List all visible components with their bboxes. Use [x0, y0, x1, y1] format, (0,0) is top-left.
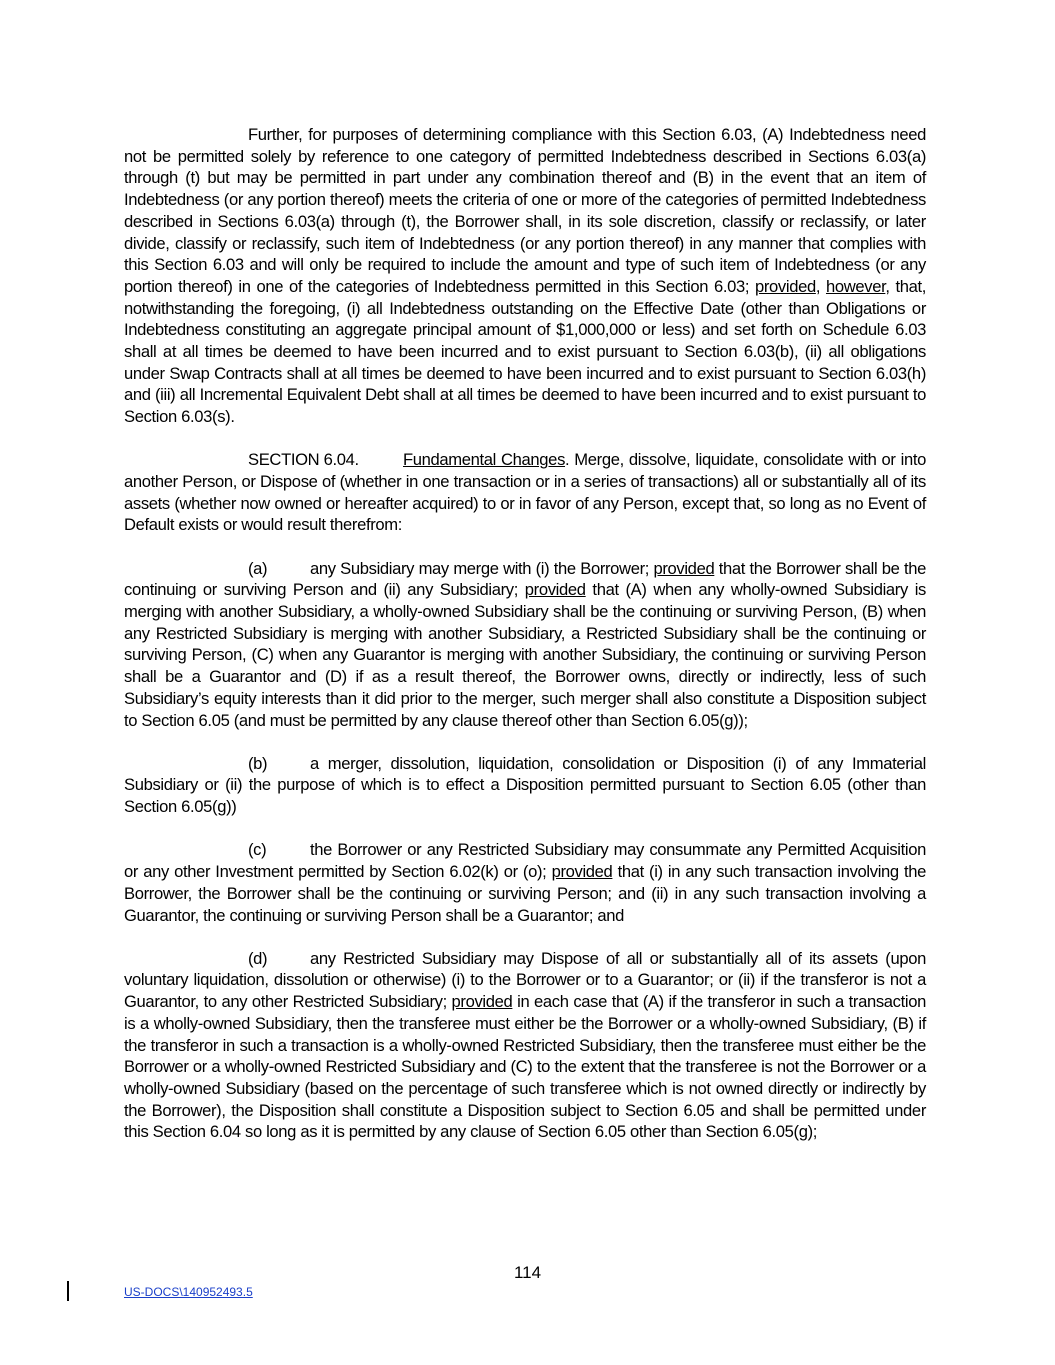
text-run: in each case that (A) if the transferor in such a transaction is a wholly-owned Subsidiary, then the transferee must either be the Borrower or a wholly-owned Subsidiary, (B) if the transferor in such a transaction is a wholly-owned Restricted Subsidiary, then the transferee must either be the Borrower or a wholly-owned Restricted Subsidiary and (C) to the extent that the transferee is not the Borrower or a wholly-owned Subsidiary (based on the percentage of such transferee which is not owned directly or indirectly by the Borrower), the Disposition shall constitute a Disposition subject to Section 6.05 and shall be permitted under this Section 6.04 so long as it is permitted by any clause of Section 6.05 other than Section 6.05(g);	[124, 992, 926, 1142]
clause-c	[124, 839, 926, 926]
text-run: that the Borrower shall be the continuing or surviving Person and (ii) any Subsidiary;	[124, 558, 926, 600]
clause-b	[124, 753, 926, 818]
document-body	[124, 124, 926, 1165]
underlined-term: however	[825, 276, 886, 296]
paragraph-compliance-6-03	[124, 124, 926, 428]
underlined-term: provided	[755, 276, 816, 296]
clause-label: (c)	[248, 840, 267, 860]
clause-a	[124, 558, 926, 732]
text-run: the Borrower or any Restricted Subsidiary may consummate any Permitted Acquisition or any other Investment permitted by Section 6.02(k) or (o);	[124, 840, 926, 882]
revision-change-bar	[67, 1281, 69, 1301]
underlined-term: provided	[524, 580, 586, 600]
underlined-term: provided	[451, 992, 513, 1012]
underlined-term: provided	[551, 862, 613, 882]
text-run: . Merge, dissolve, liquidate, consolidate with or into another Person, or Dispose of (whether in one transaction or in a series of transactions) all or substantially all of its assets (whether now owned or hereafter acquired) to or in favor of any Person, except that, so long as no Event of Default exists or would result therefrom:	[124, 450, 926, 535]
underlined-term: provided	[653, 558, 715, 578]
text-run: ,	[815, 276, 826, 296]
clause-label: (b)	[248, 753, 268, 773]
page-number: 114	[513, 1263, 542, 1282]
text-run: Further, for purposes of determining compliance with this Section 6.03, (A) Indebtedness need not be permitted solely by reference to one category of permitted Indebtedness described in Sections 6.03(a) through (t) but may be permitted in part under any combination thereof and (B) in the event that an item of Indebtedness (or any portion thereof) meets the criteria of one or more of the categories of permitted Indebtedness described in Sections 6.03(a) through (t), the Borrower shall, in its sole discretion, classify or reclassify, or later divide, classify or reclassify, such item of Indebtedness (or any portion thereof) in any manner that complies with this Section 6.03 and will only be required to include the amount and type of such item of Indebtedness (or any portion thereof) in one of the categories of Indebtedness permitted in this Section 6.03;	[124, 125, 926, 296]
section-title: Fundamental Changes	[403, 450, 566, 470]
text-run: that (A) when any wholly-owned Subsidiary is merging with another Subsidiary, a wholly-owned Subsidiary shall be the continuing or surviving Person, (B) when any Restricted Subsidiary is merging with another Subsidiary, a Restricted Subsidiary shall be the continuing or surviving Person, (C) when any Guarantor is merging with another Subsidiary, the continuing or surviving Person shall be a Guarantor and (D) if as a result thereof, the Borrower owns, directly or indirectly, less of such Subsidiary’s equity interests than it did prior to the merger, such merger shall also constitute a Disposition subject to Section 6.05 (and must be permitted by any clause thereof other than Section 6.05(g));	[124, 580, 926, 730]
text-run: any Restricted Subsidiary may Dispose of all or substantially all of its assets (upon voluntary liquidation, dissolution or otherwise) (i) to the Borrower or to a Guarantor; or (ii) if the transferor is not a Guarantor, to any other Restricted Subsidiary;	[124, 948, 926, 1012]
clause-label: (a)	[248, 558, 268, 578]
clause-d	[124, 948, 926, 1143]
text-run: , that, notwithstanding the foregoing, (i) all Indebtedness outstanding on the Effective Date (other than Obligations or Indebtedness constituting an aggregate principal amount of $1,000,000 or less) and set forth on Schedule 6.03 shall at all times be deemed to have been incurred and to exist pursuant to Section 6.03(b), (ii) all obligations under Swap Contracts shall at all times be deemed to have been incurred and to exist pursuant to Section 6.03(h) and (iii) all Incremental Equivalent Debt shall at all times be deemed to have been incurred and to exist pursuant to Section 6.03(s).	[124, 276, 926, 427]
clause-label: (d)	[248, 948, 268, 968]
section-number: SECTION 6.04.	[248, 450, 359, 470]
text-run: any Subsidiary may merge with (i) the Borrower;	[310, 558, 654, 578]
text-run: a merger, dissolution, liquidation, consolidation or Disposition (i) of any Immaterial Subsidiary or (ii) the purpose of which is to effect a Disposition permitted pursuant to Section 6.05 (other than Section 6.05(g))	[124, 753, 926, 817]
section-6-04-heading-paragraph	[124, 449, 926, 536]
document-id-link[interactable]: US-DOCS\140952493.5	[124, 1285, 253, 1299]
text-run: that (i) in any such transaction involving the Borrower, the Borrower shall be the continuing or surviving Person; and (ii) in any such transaction involving a Guarantor, the continuing or surviving Person shall be a Guarantor; and	[124, 862, 926, 925]
